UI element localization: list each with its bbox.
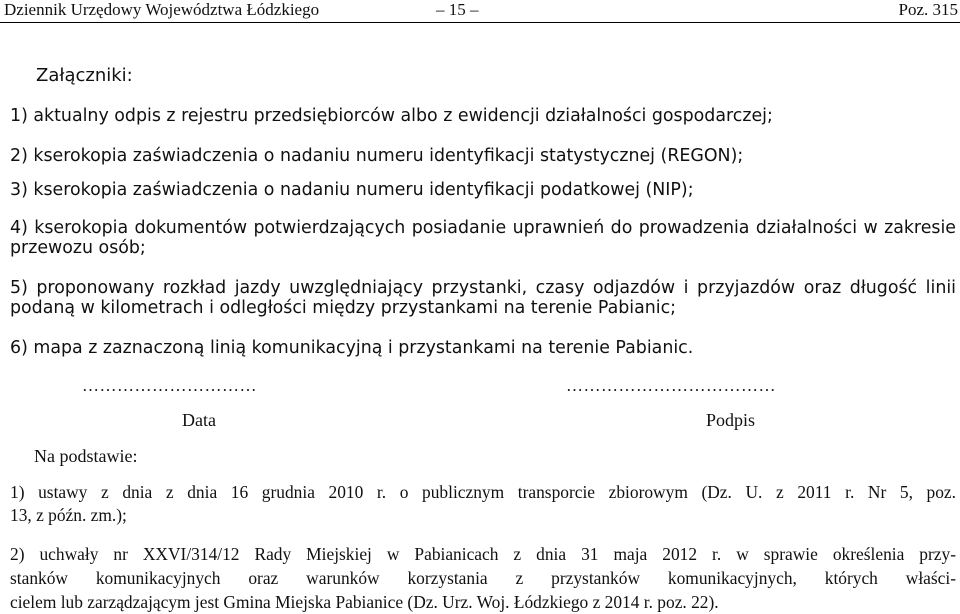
attachment-item-4-line1: 4) kserokopia dokumentów potwierdzających posiadanie uprawnień do prowadzenia działalności w zakresie <box>10 218 956 238</box>
attachment-item-4-line2: przewozu osób; <box>10 238 146 258</box>
page-number: – 15 – <box>436 0 479 19</box>
basis-heading: Na podstawie: <box>34 446 138 466</box>
attachment-item-5-line2: podaną w kilometrach i odległości między przystankami na terenie Pabianic; <box>10 298 677 318</box>
attachment-item-2: 2) kserokopia zaświadczenia o nadaniu numeru identyfikacji statystycznej (REGON); <box>10 146 744 166</box>
position-number: Poz. 315 <box>898 0 958 19</box>
signature-dotted-line: ……………………………… <box>566 376 776 395</box>
basis-item-2-line1: 2) uchwały nr XXVI/314/12 Rady Miejskiej w Pabianicach z dnia 31 maja 2012 r. w sprawie określenia przy- <box>10 544 956 564</box>
date-dotted-line: ………………………… <box>82 376 257 395</box>
attachment-item-3: 3) kserokopia zaświadczenia o nadaniu numeru identyfikacji podatkowej (NIP); <box>10 180 694 200</box>
journal-title: Dziennik Urzędowy Województwa Łódzkiego <box>4 0 320 19</box>
basis-item-2-line2: stanków komunikacyjnych oraz warunków korzystania z przystanków komunikacyjnych, których właści- <box>10 568 956 588</box>
basis-item-1-line1: 1) ustawy z dnia z dnia 16 grudnia 2010 r. o publicznym transporcie zbiorowym (Dz. U. z 2011 r. Nr 5, poz. <box>10 482 956 502</box>
attachment-item-5-line1: 5) proponowany rozkład jazdy uwzględniający przystanki, czasy odjazdów i przyjazdów oraz długość linii <box>10 278 956 298</box>
page-header <box>0 0 960 23</box>
attachment-item-6: 6) mapa z zaznaczoną linią komunikacyjną i przystankami na terenie Pabianic. <box>10 338 694 358</box>
basis-item-2-line3: cielem lub zarządzającym jest Gmina Miejska Pabianice (Dz. Urz. Woj. Łódzkiego z 2014 r. poz. 22). <box>10 592 719 612</box>
attachment-item-1: 1) aktualny odpis z rejestru przedsiębiorców albo z ewidencji działalności gospodarczej; <box>10 106 773 126</box>
basis-item-1-line2: 13, z późn. zm.); <box>10 505 127 525</box>
date-label: Data <box>182 410 216 430</box>
attachments-heading: Załączniki: <box>36 65 133 86</box>
signature-label: Podpis <box>706 410 756 430</box>
